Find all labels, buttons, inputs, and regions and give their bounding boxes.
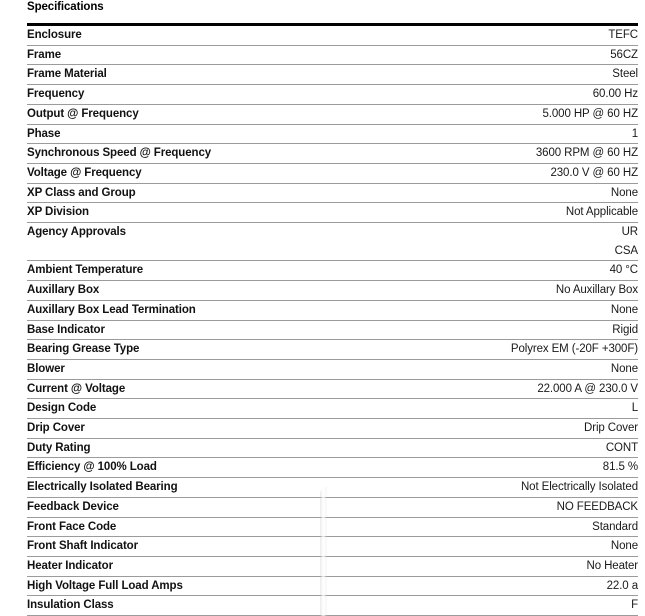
spec-label: Output @ Frequency <box>27 107 139 120</box>
spec-values <box>537 380 638 399</box>
spec-label: Efficiency @ 100% Load <box>27 461 157 474</box>
spec-values <box>611 301 638 320</box>
spec-values <box>606 439 638 458</box>
spec-values <box>615 223 638 260</box>
spec-value: Not Electrically Isolated <box>520 481 638 494</box>
spec-values <box>536 144 638 163</box>
spec-value: Polyrex EM (-20F +300F) <box>510 343 638 356</box>
spec-value: 81.5 % <box>602 461 638 474</box>
spec-values <box>511 340 638 359</box>
spec-value: None <box>610 186 638 199</box>
spec-value: 56CZ <box>610 48 638 61</box>
spec-values <box>610 261 638 280</box>
spec-value: 22.000 A @ 230.0 V <box>537 382 638 395</box>
spec-value: 5.000 HP @ 60 HZ <box>542 107 638 120</box>
spec-values <box>586 557 638 576</box>
spec-value: 60.00 Hz <box>592 88 638 101</box>
spec-value: 230.0 V @ 60 HZ <box>550 166 638 179</box>
table-row <box>27 557 638 577</box>
spec-label: Agency Approvals <box>27 226 126 239</box>
spec-label: Design Code <box>27 402 97 415</box>
table-row <box>27 439 638 459</box>
spec-value: No Auxillary Box <box>555 284 638 297</box>
table-row <box>27 261 638 281</box>
table-row <box>27 85 638 105</box>
spec-value: UR <box>621 226 638 239</box>
spec-label: Voltage @ Frequency <box>27 166 142 179</box>
table-row <box>27 125 638 145</box>
spec-label: Enclosure <box>27 29 82 41</box>
table-row <box>27 596 638 616</box>
spec-label: Drip Cover <box>27 422 85 435</box>
spec-value: Standard <box>592 520 638 533</box>
specifications-table <box>27 23 638 616</box>
spec-values <box>611 360 638 379</box>
spec-label: Insulation Class <box>27 599 114 612</box>
spec-label: Feedback Device <box>27 500 119 513</box>
table-row <box>27 301 638 321</box>
spec-value: None <box>610 303 638 316</box>
spec-values <box>584 419 638 438</box>
table-row <box>27 46 638 66</box>
spec-values <box>542 105 638 124</box>
spec-label: XP Division <box>27 206 89 219</box>
table-row <box>27 203 638 223</box>
spec-label: Blower <box>27 362 65 375</box>
spec-values <box>593 85 638 104</box>
table-row <box>27 321 638 341</box>
table-row <box>27 223 638 261</box>
table-row <box>27 281 638 301</box>
spec-values <box>632 125 638 144</box>
spec-label: Ambient Temperature <box>27 264 144 277</box>
spec-value: CONT <box>605 441 638 454</box>
spec-values <box>550 164 638 183</box>
spec-values <box>632 399 638 418</box>
table-row <box>27 340 638 360</box>
spec-value: 40 °C <box>609 264 638 277</box>
spec-values <box>612 65 638 84</box>
page-title: Specifications <box>27 1 104 13</box>
spec-label: Auxillary Box Lead Termination <box>27 303 196 316</box>
spec-value: None <box>610 362 638 375</box>
spec-value: Steel <box>612 68 638 81</box>
spec-values <box>607 577 638 596</box>
spec-label: Heater Indicator <box>27 559 113 572</box>
spec-label: Front Shaft Indicator <box>27 540 138 553</box>
table-row <box>27 478 638 498</box>
table-row <box>27 105 638 125</box>
spec-values <box>566 203 638 222</box>
spec-label: Frequency <box>27 88 85 101</box>
spec-label: Synchronous Speed @ Frequency <box>27 147 212 160</box>
spec-values <box>521 478 638 497</box>
spec-values <box>608 26 638 45</box>
table-row <box>27 380 638 400</box>
table-row <box>27 164 638 184</box>
table-row <box>27 537 638 557</box>
spec-label: XP Class and Group <box>27 186 136 199</box>
spec-value: Drip Cover <box>584 422 638 435</box>
spec-values <box>612 321 638 340</box>
table-row <box>27 458 638 478</box>
spec-values <box>610 46 638 65</box>
spec-value: NO FEEDBACK <box>556 500 638 513</box>
table-row <box>27 144 638 164</box>
table-row <box>27 577 638 597</box>
spec-label: Phase <box>27 127 61 140</box>
spec-values <box>556 281 638 300</box>
spec-value: Rigid <box>612 323 638 336</box>
spec-label: Base Indicator <box>27 323 105 336</box>
spec-label: Bearing Grease Type <box>27 343 140 356</box>
table-row <box>27 518 638 538</box>
spec-label: Frame Material <box>27 68 107 81</box>
table-row <box>27 399 638 419</box>
spec-value: F <box>631 599 638 612</box>
spec-values <box>631 596 638 615</box>
spec-value: None <box>610 540 638 553</box>
spec-values <box>592 518 638 537</box>
spec-label: Frame <box>27 48 62 61</box>
table-row <box>27 498 638 518</box>
table-row <box>27 419 638 439</box>
spec-label: Auxillary Box <box>27 284 100 297</box>
spec-value: L <box>631 402 638 415</box>
table-row <box>27 360 638 380</box>
table-row <box>27 184 638 204</box>
spec-label: Electrically Isolated Bearing <box>27 481 178 494</box>
spec-value: TEFC <box>608 29 638 41</box>
table-row <box>27 65 638 85</box>
table-row <box>27 26 638 46</box>
spec-value: 3600 RPM @ 60 HZ <box>535 147 638 160</box>
spec-value: No Heater <box>586 559 638 572</box>
spec-values <box>611 537 638 556</box>
spec-label: Front Face Code <box>27 520 117 533</box>
spec-value: 1 <box>631 127 638 140</box>
spec-value: CSA <box>614 244 638 257</box>
spec-label: Duty Rating <box>27 441 91 454</box>
spec-value: Not Applicable <box>565 206 638 219</box>
spec-value: 22.0 a <box>606 579 638 592</box>
spec-values <box>611 184 638 203</box>
spec-values <box>557 498 638 517</box>
spec-label: High Voltage Full Load Amps <box>27 579 183 592</box>
spec-values <box>603 458 638 477</box>
spec-label: Current @ Voltage <box>27 382 126 395</box>
